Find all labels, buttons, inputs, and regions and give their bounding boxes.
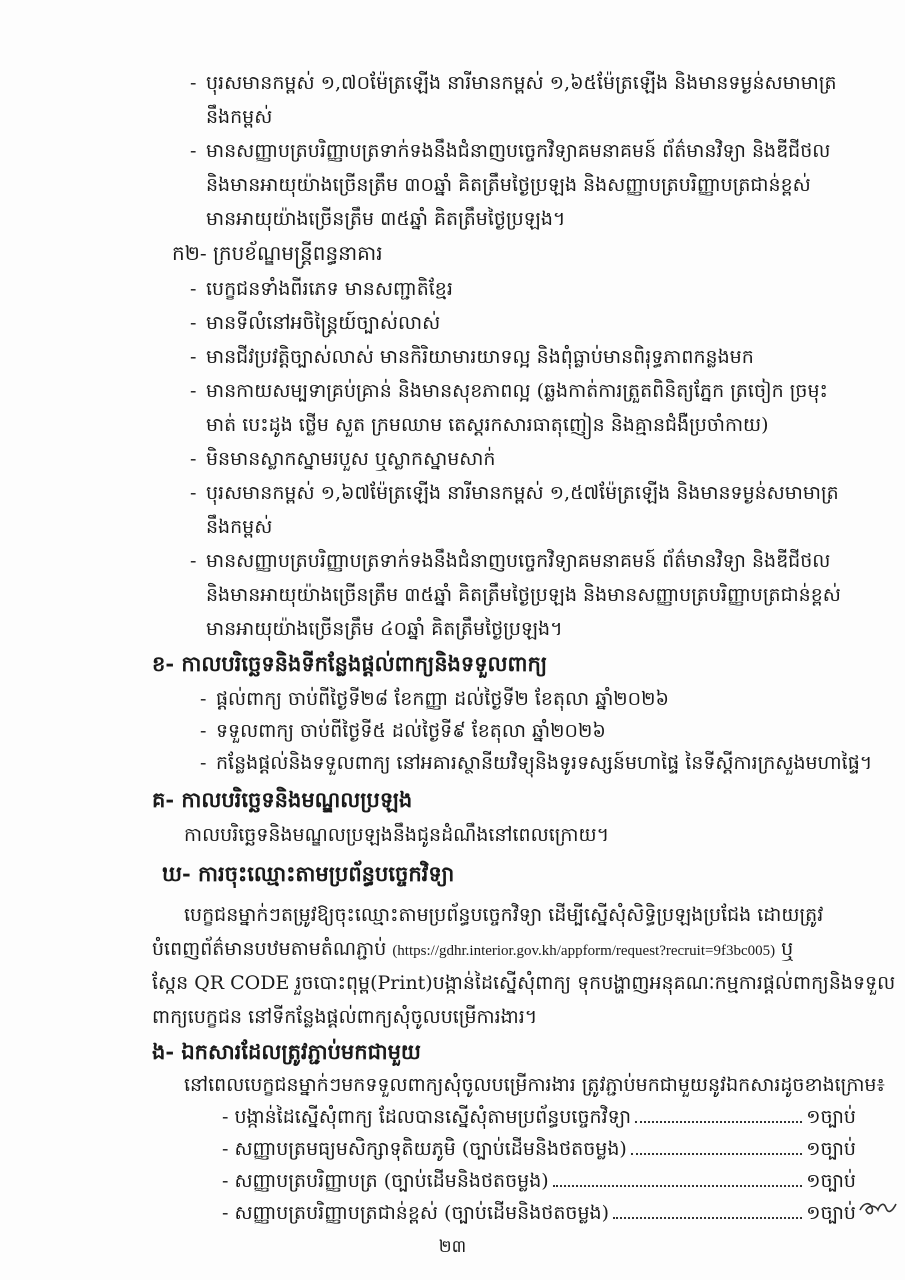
kh-bullet-3: - កន្លែងផ្តល់និងទទួលពាក្យ នៅអគារស្ថានីយវិទ្យុនិងទូរទស្សន៍មហាផ្ទៃ នៃទីស្តីការក្រសួងមហាផ្ទៃ។ <box>200 752 873 774</box>
document-item-1: - បង្កាន់ដៃស្នើសុំពាក្យ ដែលបានស្នើសុំតាមប្រព័ន្ធបច្ចេកវិទ្យា ១ច្បាប់ <box>222 1106 856 1128</box>
k2-bullet-5: - មិនមានស្លាកស្នាមរបួស ឬស្លាកស្នាមសាក់ <box>190 448 496 470</box>
registration-link[interactable]: (https://gdhr.interior.gov.kh/appform/request?recruit=9f3bc005) <box>392 943 776 959</box>
document-item-4: - សញ្ញាបត្របរិញ្ញាបត្រជាន់ខ្ពស់ (ច្បាប់ដើមនិងថតចម្លង) ១ច្បាប់ <box>222 1202 856 1224</box>
k1-bullet-1-line-2: នឹងកម្ពស់ <box>206 106 273 128</box>
section-kh-title: ខ- កាលបរិច្ឆេទនិងទីកន្លែងផ្តល់ពាក្យនិងទទួលពាក្យ <box>152 651 548 676</box>
section-gh-line-3: ស្កែន QR CODE រួចបោះពុម្ព(Print)បង្កាន់ដៃស្នើសុំពាក្យ ទុកបង្ហាញអនុគណៈកម្មការផ្តល់ពាក្យនិងទទួល <box>152 972 896 994</box>
page-number: ២៣ <box>438 1237 467 1257</box>
section-ko-body: កាលបរិច្ឆេទនិងមណ្ឌលប្រឡងនឹងជូនដំណឹងនៅពេលក្រោយ។ <box>184 824 610 846</box>
k2-bullet-1: - បេក្ខជនទាំងពីរភេទ មានសញ្ជាតិខ្មែរ <box>190 278 453 300</box>
document-item-2: - សញ្ញាបត្រមធ្យមសិក្សាទុតិយភូមិ (ច្បាប់ដើមនិងថតចម្លង) ១ច្បាប់ <box>222 1138 856 1160</box>
k1-bullet-2-line-1: - មានសញ្ញាបត្របរិញ្ញាបត្រទាក់ទងនឹងជំនាញបច្ចេកវិទ្យាគមនាគមន៍ ព័ត៌មានវិទ្យា និងឌីជីថល <box>190 140 831 162</box>
handwritten-initials-mark <box>858 1196 898 1220</box>
section-gh-line-4: ពាក្យបេក្ខជន នៅទីកន្លែងផ្តល់ពាក្យសុំចូលបម្រើការងារ។ <box>152 1006 538 1028</box>
k2-bullet-7-line-3: មានអាយុយ៉ាងច្រើនត្រឹម ៤០ឆ្នាំ គិតត្រឹមថ្ងៃប្រឡង។ <box>206 618 563 640</box>
document-item-3: - សញ្ញាបត្របរិញ្ញាបត្រ (ច្បាប់ដើមនិងថតចម្លង) ១ច្បាប់ <box>222 1170 856 1192</box>
k2-bullet-6-line-1: - បុរសមានកម្ពស់ ១,៦៧ម៉ែត្រឡើង នារីមានកម្ពស់ ១,៥៧ម៉ែត្រឡើង និងមានទម្ងន់សមាមាត្រ <box>190 482 839 504</box>
section-gh-line-2: បំពេញព័ត៌មានបឋមតាមតំណភ្ជាប់ (https://gdhr.interior.gov.kh/appform/request?recruit=9f3bc005) ឬ <box>152 938 794 960</box>
k2-bullet-4-line-1: - មានកាយសម្បទាគ្រប់គ្រាន់ និងមានសុខភាពល្អ (ឆ្លងកាត់ការត្រួតពិនិត្យភ្នែក ត្រចៀក ច្រមុះ <box>190 380 828 402</box>
k2-bullet-3: - មានជីវប្រវត្តិច្បាស់លាស់ មានកិរិយាមារយាទល្អ និងពុំធ្លាប់មានពិរុទ្ធភាពកន្លងមក <box>190 346 754 368</box>
section-ko-title: គ- កាលបរិច្ឆេទនិងមណ្ឌលប្រឡង <box>152 787 413 812</box>
k2-bullet-6-line-2: នឹងកម្ពស់ <box>206 516 273 538</box>
section-gh-title: ឃ- ការចុះឈ្មោះតាមប្រព័ន្ធបច្ចេកវិទ្យា <box>162 861 455 886</box>
k1-bullet-2-line-3: មានអាយុយ៉ាងច្រើនត្រឹម ៣៥ឆ្នាំ គិតត្រឹមថ្ងៃប្រឡង។ <box>206 208 566 230</box>
k1-bullet-2-line-2: និងមានអាយុយ៉ាងច្រើនត្រឹម ៣០ឆ្នាំ គិតត្រឹមថ្ងៃប្រឡង និងសញ្ញាបត្របរិញ្ញាបត្រជាន់ខ្ពស់ <box>206 174 811 196</box>
k1-bullet-1-line-1: - បុរសមានកម្ពស់ ១,៧០ម៉ែត្រឡើង នារីមានកម្ពស់ ១,៦៥ម៉ែត្រឡើង និងមានទម្ងន់សមាមាត្រ <box>190 72 837 94</box>
kh-bullet-2: - ទទួលពាក្យ ចាប់ពីថ្ងៃទី៥ ដល់ថ្ងៃទី៩ ខែតុលា ឆ្នាំ២០២៦ <box>200 720 606 742</box>
k2-bullet-7-line-1: - មានសញ្ញាបត្របរិញ្ញាបត្រទាក់ទងនឹងជំនាញបច្ចេកវិទ្យាគមនាគមន៍ ព័ត៌មានវិទ្យា និងឌីជីថល <box>190 550 831 572</box>
k2-bullet-2: - មានទីលំនៅអចិន្ត្រៃយ៍ច្បាស់លាស់ <box>190 312 441 334</box>
section-k2-title: ក២- ក្របខ័ណ្ឌមន្ត្រីពន្ធនាគារ <box>172 241 383 265</box>
section-ng-intro: នៅពេលបេក្ខជនម្នាក់ៗមកទទួលពាក្យសុំចូលបម្រើការងារ ត្រូវភ្ជាប់មកជាមួយនូវឯកសារដូចខាងក្រោម៖ <box>184 1074 885 1096</box>
k2-bullet-4-line-2: មាត់ បេះដូង ថ្លើម សួត ក្រមឈាម តេស្តរកសារធាតុញៀន និងគ្មានជំងឺប្រចាំកាយ) <box>206 414 769 436</box>
k2-bullet-7-line-2: និងមានអាយុយ៉ាងច្រើនត្រឹម ៣៥ឆ្នាំ គិតត្រឹមថ្ងៃប្រឡង និងមានសញ្ញាបត្របរិញ្ញាបត្រជាន់ខ្ពស់ <box>206 584 841 606</box>
section-gh-line-1: បេក្ខជនម្នាក់ៗតម្រូវឱ្យចុះឈ្មោះតាមប្រព័ន្ធបច្ចេកវិទ្យា ដើម្បីស្នើសុំសិទ្ធិប្រឡងប្រជែង ដោយត្រូវ <box>184 904 824 926</box>
kh-bullet-1: - ផ្តល់ពាក្យ ចាប់ពីថ្ងៃទី២៨ ខែកញ្ញា ដល់ថ្ងៃទី២ ខែតុលា ឆ្នាំ២០២៦ <box>200 688 669 710</box>
section-ng-title: ង- ឯកសារដែលត្រូវភ្ជាប់មកជាមួយ <box>152 1039 421 1064</box>
